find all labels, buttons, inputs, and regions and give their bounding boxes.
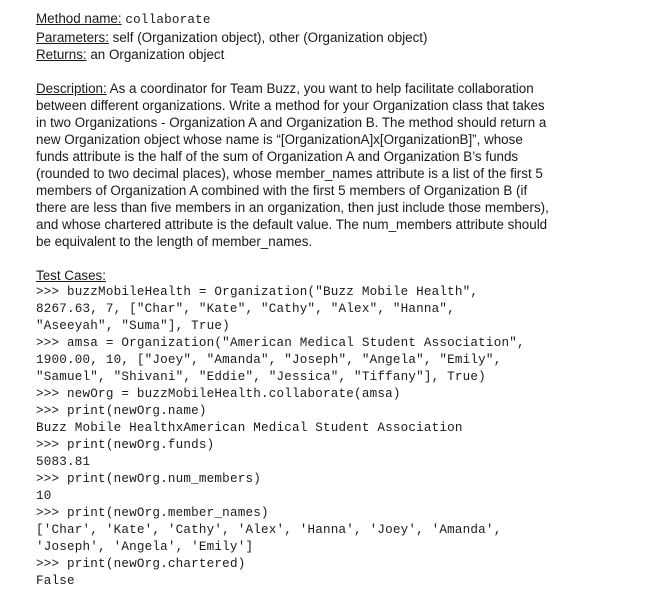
code-line: >>> print(newOrg.funds)	[36, 438, 215, 452]
description-line: members of Organization A combined with the first 5 members of Organization B (if	[36, 183, 528, 198]
document-page	[36, 10, 636, 590]
test-cases-label: Test Cases:	[36, 268, 106, 283]
code-line: 1900.00, 10, ["Joey", "Amanda", "Joseph", "Angela", "Emily",	[36, 353, 502, 367]
description-line: between different organizations. Write a method for your Organization class that takes	[36, 98, 545, 113]
returns-line	[36, 46, 636, 63]
code-output-line: ['Char', 'Kate', 'Cathy', 'Alex', 'Hanna', 'Joey', 'Amanda',	[36, 523, 502, 537]
method-header	[36, 10, 636, 63]
code-line: >>> print(newOrg.member_names)	[36, 506, 269, 520]
method-name-line	[36, 10, 636, 29]
code-line: "Aseeyah", "Suma"], True)	[36, 319, 230, 333]
code-line: 8267.63, 7, ["Char", "Kate", "Cathy", "Alex", "Hanna",	[36, 302, 455, 316]
code-output-line: Buzz Mobile HealthxAmerican Medical Student Association	[36, 421, 463, 435]
description-line: there are less than five members in an organization, then just include those members),	[36, 200, 549, 215]
code-output-line: 'Joseph', 'Angela', 'Emily']	[36, 540, 254, 554]
prompt-marker: >>>	[36, 472, 68, 486]
prompt-marker: >>>	[36, 336, 68, 350]
prompt-marker: >>>	[36, 387, 68, 401]
description-line: in two Organizations - Organization A and Organization B. The method should return a	[36, 115, 547, 130]
code-line: >>> amsa = Organization("American Medical Student Association",	[36, 336, 525, 350]
spacer	[36, 250, 636, 267]
code-output-line: False	[36, 574, 75, 588]
parameters-line	[36, 29, 636, 46]
method-name-label: Method name:	[36, 11, 122, 26]
description-line: be equivalent to the length of member_names.	[36, 234, 313, 249]
prompt-marker: >>>	[36, 557, 68, 571]
returns-label: Returns:	[36, 47, 87, 62]
prompt-marker: >>>	[36, 404, 68, 418]
code-output-line: 10	[36, 489, 52, 503]
code-line: >>> newOrg = buzzMobileHealth.collaborate(amsa)	[36, 387, 401, 401]
description-line: and whose chartered attribute is the default value. The num_members attribute should	[36, 217, 548, 232]
code-output-line: 5083.81	[36, 455, 91, 469]
code-line: "Samuel", "Shivani", "Eddie", "Jessica", "Tiffany"], True)	[36, 370, 486, 384]
description-label: Description:	[36, 81, 107, 96]
spacer	[36, 63, 636, 80]
parameters-label: Parameters:	[36, 30, 109, 45]
test-cases-code	[36, 284, 636, 590]
code-line: >>> print(newOrg.chartered)	[36, 557, 246, 571]
code-line: >>> print(newOrg.name)	[36, 404, 207, 418]
prompt-marker: >>>	[36, 438, 68, 452]
returns-value: an Organization object	[86, 47, 225, 62]
prompt-marker: >>>	[36, 285, 68, 299]
description-line: new Organization object whose name is “[OrganizationA]x[OrganizationB]”, whose	[36, 132, 523, 147]
method-name-value: collaborate	[125, 13, 211, 27]
description	[36, 80, 636, 250]
description-line: Description: As a coordinator for Team Buzz, you want to help facilitate collaboration	[36, 81, 534, 96]
description-line: (rounded to two decimal places), whose member_names attribute is a list of the first 5	[36, 166, 543, 181]
prompt-marker: >>>	[36, 506, 68, 520]
code-line: >>> buzzMobileHealth = Organization("Buzz Mobile Health",	[36, 285, 479, 299]
description-line: funds attribute is the half of the sum of Organization A and Organization B’s funds	[36, 149, 519, 164]
test-cases	[36, 267, 636, 590]
code-line: >>> print(newOrg.num_members)	[36, 472, 261, 486]
parameters-value: self (Organization object), other (Organization object)	[108, 30, 428, 45]
